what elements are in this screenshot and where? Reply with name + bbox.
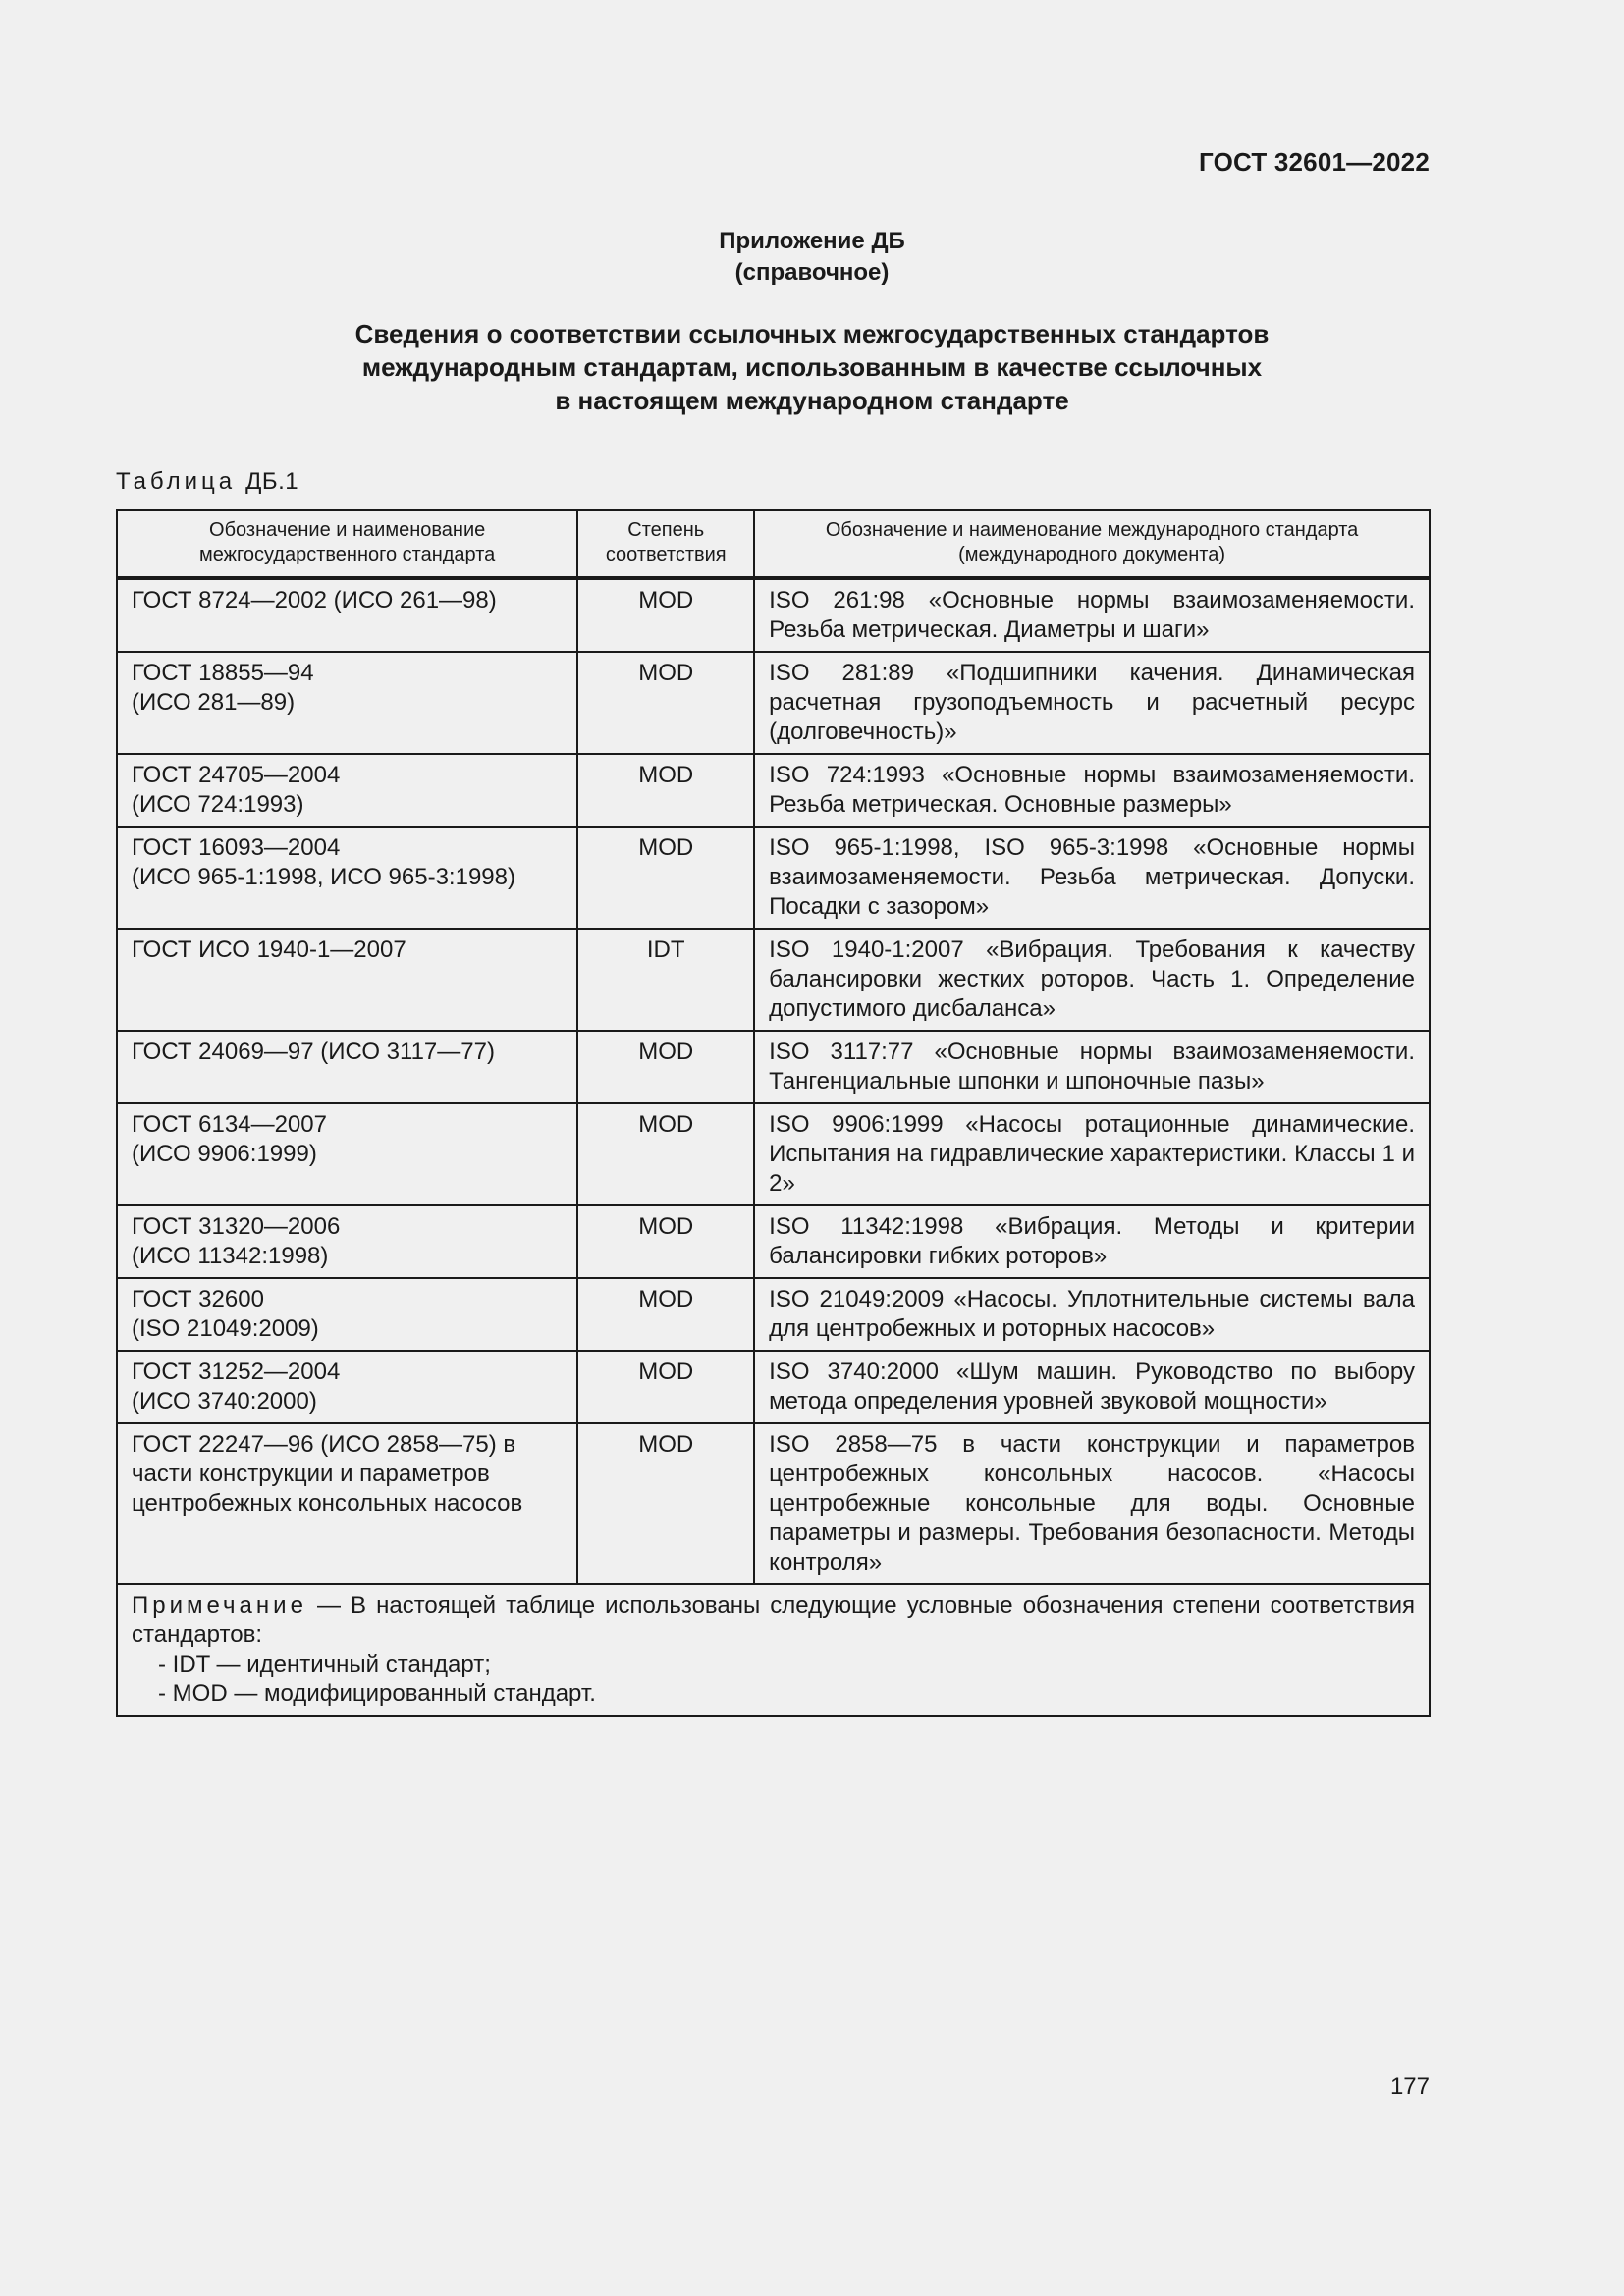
cell-gost [117,754,577,827]
cell-degree: MOD [577,827,754,929]
table-caption-number: ДБ.1 [245,468,299,495]
cell-degree: MOD [577,1423,754,1584]
heading-line: Сведения о соответствии ссылочных межгосударственных стандартов [354,319,1270,348]
cell-intl: ISO 3740:2000 «Шум машин. Руководство по выбору метода определения уровней звуковой мощности» [754,1351,1430,1423]
cell-gost-line: ГОСТ 8724—2002 (ИСО 261—98) [132,587,497,614]
cell-gost-line: (ИСО 724:1993) [132,791,304,818]
table-row [117,827,1430,929]
cell-intl: ISO 21049:2009 «Насосы. Уплотнительные системы вала для центробежных и роторных насосов» [754,1278,1430,1351]
table-row [117,1031,1430,1103]
cell-intl: ISO 965-1:1998, ISO 965-3:1998 «Основные нормы взаимозаменяемости. Резьба метрическая. Допуски. Посадки с зазором» [754,827,1430,929]
table-caption [116,468,298,496]
heading-line: международным стандартам, использованным в качестве ссылочных [361,352,1263,382]
table-row [117,578,1430,652]
cell-gost-line: ГОСТ 31320—2006 [132,1213,341,1240]
cell-intl: ISO 724:1993 «Основные нормы взаимозаменяемости. Резьба метрическая. Основные размеры» [754,754,1430,827]
cell-intl: ISO 2858—75 в части конструкции и параметров центробежных консольных насосов. «Насосы центробежные консольные для воды. Основные параметры и размеры. Требования безопасности. Методы контроля» [754,1423,1430,1584]
table-note-row [117,1584,1430,1716]
cell-gost [117,1278,577,1351]
cell-intl: ISO 281:89 «Подшипники качения. Динамическая расчетная грузоподъемность и расчетный ресурс (долговечность)» [754,652,1430,754]
cell-degree: MOD [577,1103,754,1205]
cell-degree: MOD [577,754,754,827]
page-number: 177 [1389,2073,1430,2100]
cell-gost-line: (ИСО 9906:1999) [132,1141,317,1167]
table-note [117,1584,1430,1716]
cell-gost [117,1205,577,1278]
document-code: ГОСТ 32601—2022 [1199,147,1430,177]
cell-degree: MOD [577,652,754,754]
header-line: соответствия [605,544,727,565]
table-header-row [117,510,1430,578]
table-row [117,1103,1430,1205]
cell-gost-line: ГОСТ 31252—2004 [132,1359,341,1385]
cell-gost [117,578,577,652]
cell-gost-line: ГОСТ ИСО 1940-1—2007 [132,936,406,963]
cell-degree: MOD [577,1205,754,1278]
cell-gost [117,1031,577,1103]
section-heading [0,317,1624,417]
table-row [117,754,1430,827]
cell-gost-line: ГОСТ 16093—2004 [132,834,341,861]
column-header-gost [117,510,577,578]
cell-gost-line: (ИСО 3740:2000) [132,1388,317,1415]
header-line: межгосударственного стандарта [198,544,496,565]
header-line: (международного документа) [958,544,1226,565]
cell-degree: MOD [577,1278,754,1351]
cell-gost-line: ГОСТ 24705—2004 [132,762,341,788]
cell-gost-line: ГОСТ 32600 [132,1286,264,1312]
cell-gost [117,929,577,1031]
appendix-title: Приложение ДБ [719,228,905,254]
table-caption-label: Таблица [116,468,237,495]
appendix-title-block [0,226,1624,289]
header-line: Обозначение и наименование [209,519,486,541]
table-row [117,1351,1430,1423]
cell-gost [117,827,577,929]
cell-intl: ISO 11342:1998 «Вибрация. Методы и критерии балансировки гибких роторов» [754,1205,1430,1278]
note-paragraph [132,1591,1415,1650]
cell-degree: IDT [577,929,754,1031]
table-row [117,1423,1430,1584]
note-item: - MOD — модифицированный стандарт. [158,1681,596,1707]
cell-degree: MOD [577,1031,754,1103]
cell-intl: ISO 9906:1999 «Насосы ротационные динамические. Испытания на гидравлические характеристики. Классы 1 и 2» [754,1103,1430,1205]
table-row [117,929,1430,1031]
column-header-degree [577,510,754,578]
standards-table [116,509,1431,1717]
cell-gost [117,1351,577,1423]
header-line: Степень [627,519,705,541]
cell-gost-line: (ИСО 281—89) [132,689,296,716]
cell-gost-line: ГОСТ 18855—94 [132,660,314,686]
table-row [117,1205,1430,1278]
column-header-intl [754,510,1430,578]
table-row [117,1278,1430,1351]
header-line: Обозначение и наименование международного стандарта [825,519,1359,541]
cell-gost [117,1103,577,1205]
cell-gost-line: ГОСТ 22247—96 (ИСО 2858—75) в части конструкции и параметров центробежных консольных насосов [132,1431,523,1517]
cell-intl: ISO 261:98 «Основные нормы взаимозаменяемости. Резьба метрическая. Диаметры и шаги» [754,578,1430,652]
cell-gost-line: (ИСО 11342:1998) [132,1243,329,1269]
cell-gost-line: (ISO 21049:2009) [132,1315,319,1342]
cell-degree: MOD [577,578,754,652]
cell-gost [117,652,577,754]
appendix-subtitle: (справочное) [734,259,890,286]
table-body [117,578,1430,1584]
heading-line: в настоящем международном стандарте [555,386,1069,415]
cell-intl: ISO 1940-1:2007 «Вибрация. Требования к качеству балансировки жестких роторов. Часть 1. Определение допустимого дисбаланса» [754,929,1430,1031]
cell-gost-line: ГОСТ 6134—2007 [132,1111,327,1138]
cell-gost-line: (ИСО 965-1:1998, ИСО 965-3:1998) [132,864,515,890]
cell-gost [117,1423,577,1584]
table-row [117,652,1430,754]
note-text: — В настоящей таблице использованы следующие условные обозначения степени соответствия стандартов: [132,1592,1415,1648]
cell-intl: ISO 3117:77 «Основные нормы взаимозаменяемости. Тангенциальные шпонки и шпоночные пазы» [754,1031,1430,1103]
cell-gost-line: ГОСТ 24069—97 (ИСО 3117—77) [132,1039,495,1065]
note-label: Примечание [132,1592,307,1619]
cell-degree: MOD [577,1351,754,1423]
note-item: - IDT — идентичный стандарт; [158,1651,491,1678]
